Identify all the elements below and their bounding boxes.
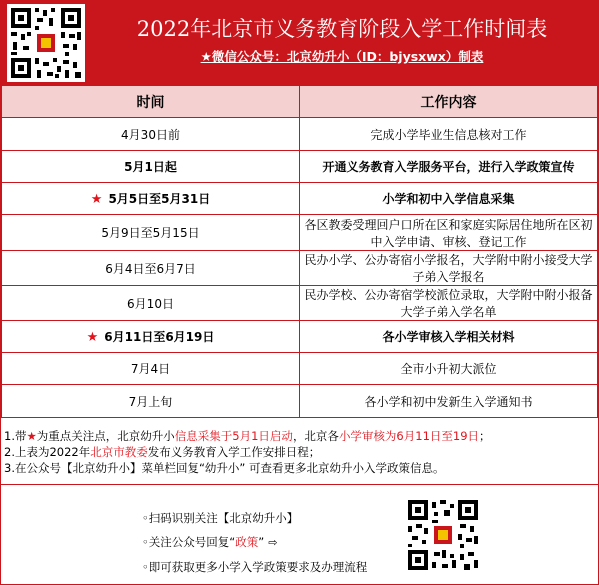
cell-time: 5月9日至5月15日	[2, 215, 300, 251]
cell-content: 完成小学毕业生信息核对工作	[300, 118, 598, 151]
table-header-row	[2, 86, 598, 118]
cell-content: 各小学和初中发新生入学通知书	[300, 385, 598, 418]
notes-section	[4, 428, 596, 476]
table-row	[2, 385, 598, 418]
table-row	[2, 251, 598, 286]
footer-qr-code-icon[interactable]	[404, 496, 482, 574]
cell-time: 6月10日	[2, 286, 300, 321]
column-header-content: 工作内容	[300, 86, 598, 118]
table-row	[2, 286, 598, 321]
schedule-table	[1, 85, 598, 418]
cell-time: 7月上旬	[2, 385, 300, 418]
cell-time: 4月30日前	[2, 118, 300, 151]
footer-line-2: ◦关注公众号回复“政策” ⇨	[142, 535, 278, 549]
page-title: 2022年北京市义务教育阶段入学工作时间表	[136, 17, 548, 41]
header-banner	[1, 1, 598, 85]
page-subtitle: ★微信公众号：北京幼升小（ID：bjysxwx）制表	[200, 49, 484, 64]
cell-time: ★ 6月11日至6月19日	[2, 321, 300, 353]
note-2: 2.上表为2022年北京市教委发布义务教育入学工作安排日程；	[4, 445, 321, 459]
cell-content: 小学和初中入学信息采集	[300, 183, 598, 215]
column-header-time: 时间	[2, 86, 300, 118]
footer-instructions	[142, 506, 367, 579]
section-divider	[1, 484, 598, 485]
red-star-icon: ★	[86, 330, 99, 345]
note-3: 3.在公众号【北京幼升小】菜单栏回复“幼升小” 可查看更多北京幼升小入学政策信息。	[4, 461, 445, 475]
cell-content: 各区教委受理回户口所在区和家庭实际居住地所在区初中入学申请、审核、登记工作	[300, 215, 598, 251]
cell-content: 民办小学、公办寄宿小学报名，大学附中附小接受大学子弟入学报名	[300, 251, 598, 286]
table-row	[2, 151, 598, 183]
table-row	[2, 183, 598, 215]
footer-line-3: ◦即可获取更多小学入学政策要求及办理流程	[142, 560, 368, 574]
cell-time: 7月4日	[2, 353, 300, 385]
arrow-right-icon: ⇨	[268, 536, 278, 549]
table-row	[2, 215, 598, 251]
red-star-icon: ★	[26, 429, 37, 443]
table-row	[2, 321, 598, 353]
cell-content: 各小学审核入学相关材料	[300, 321, 598, 353]
cell-time: 5月1日起	[2, 151, 300, 183]
header-qr-code-icon[interactable]	[7, 4, 85, 82]
cell-content: 全市小升初大派位	[300, 353, 598, 385]
red-star-icon: ★	[90, 192, 103, 207]
footer-line-1: ◦扫码识别关注【北京幼升小】	[142, 511, 299, 525]
cell-time: ★ 5月5日至5月31日	[2, 183, 300, 215]
cell-content: 民办学校、公办寄宿学校派位录取，大学附中附小报备大学子弟入学名单	[300, 286, 598, 321]
table-row	[2, 118, 598, 151]
cell-time: 6月4日至6月7日	[2, 251, 300, 286]
note-1: 1.带★为重点关注点，北京幼升小信息采集于5月1日启动，北京各小学审核为6月11日至19日；	[4, 429, 491, 443]
table-row	[2, 353, 598, 385]
cell-content: 开通义务教育入学服务平台，进行入学政策宣传	[300, 151, 598, 183]
